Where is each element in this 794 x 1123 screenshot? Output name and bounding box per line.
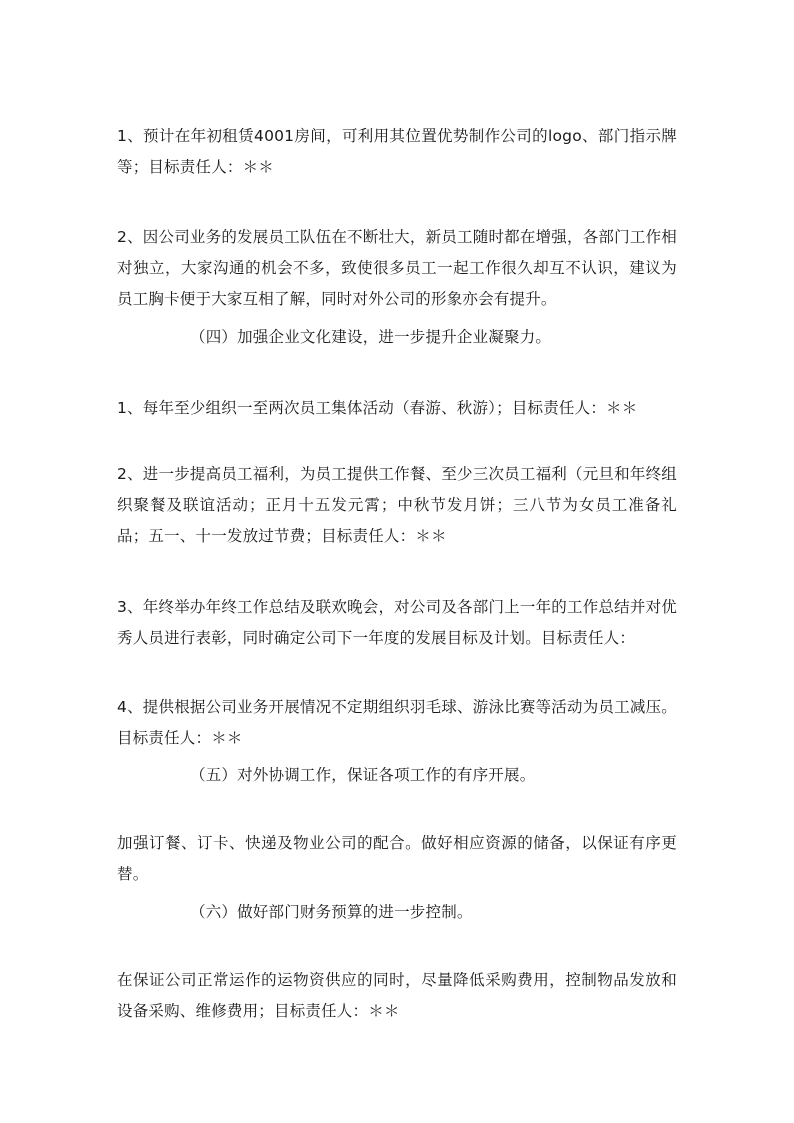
paragraph-4-1-group-activities: 1、每年至少组织一至两次员工集体活动（春游、秋游）；目标责任人：＊＊ bbox=[117, 399, 638, 417]
section-heading-6-budget-control: （六）做好部门财务预算的进一步控制。 bbox=[190, 903, 473, 921]
paragraph-4-3-year-end-summary: 3、年终举办年终工作总结及联欢晚会，对公司及各部门上一年的工作总结并对优秀人员进行表彰，同时确定公司下一年度的发展目标及计划。目标责任人： bbox=[117, 598, 677, 647]
section-heading-4-corporate-culture: （四）加强企业文化建设，进一步提升企业凝聚力。 bbox=[190, 328, 552, 346]
paragraph-4-2-employee-welfare: 2、进一步提高员工福利，为员工提供工作餐、至少三次员工福利（元旦和年终组织聚餐及联谊活动；正月十五发元霄；中秋节发月饼；三八节为女员工准备礼品；五一、十一发放过节费；目标责任人：＊＊ bbox=[117, 465, 677, 545]
paragraph-1-logo-signage: 1、预计在年初租赁4001房间，可利用其位置优势制作公司的logo、部门指示牌等；目标责任人：＊＊ bbox=[117, 127, 677, 176]
paragraph-6-budget-detail: 在保证公司正常运作的运物资供应的同时，尽量降低采购费用，控制物品发放和设备采购、维修费用；目标责任人：＊＊ bbox=[117, 971, 677, 1020]
section-heading-5-external-coordination: （五）对外协调工作，保证各项工作的有序开展。 bbox=[190, 766, 536, 784]
paragraph-4-4-sports-events: 4、提供根据公司业务开展情况不定期组织羽毛球、游泳比赛等活动为员工减压。目标责任人：＊＊ bbox=[117, 698, 677, 747]
paragraph-2-employee-badge: 2、因公司业务的发展员工队伍在不断壮大，新员工随时都在增强，各部门工作相对独立，大家沟通的机会不多，致使很多员工一起工作很久却互不认识，建议为员工胸卡便于大家互相了解，同时对外公司的形象亦会有提升。 bbox=[117, 228, 677, 308]
paragraph-5-coordination-detail: 加强订餐、订卡、快递及物业公司的配合。做好相应资源的储备，以保证有序更替。 bbox=[117, 834, 677, 883]
